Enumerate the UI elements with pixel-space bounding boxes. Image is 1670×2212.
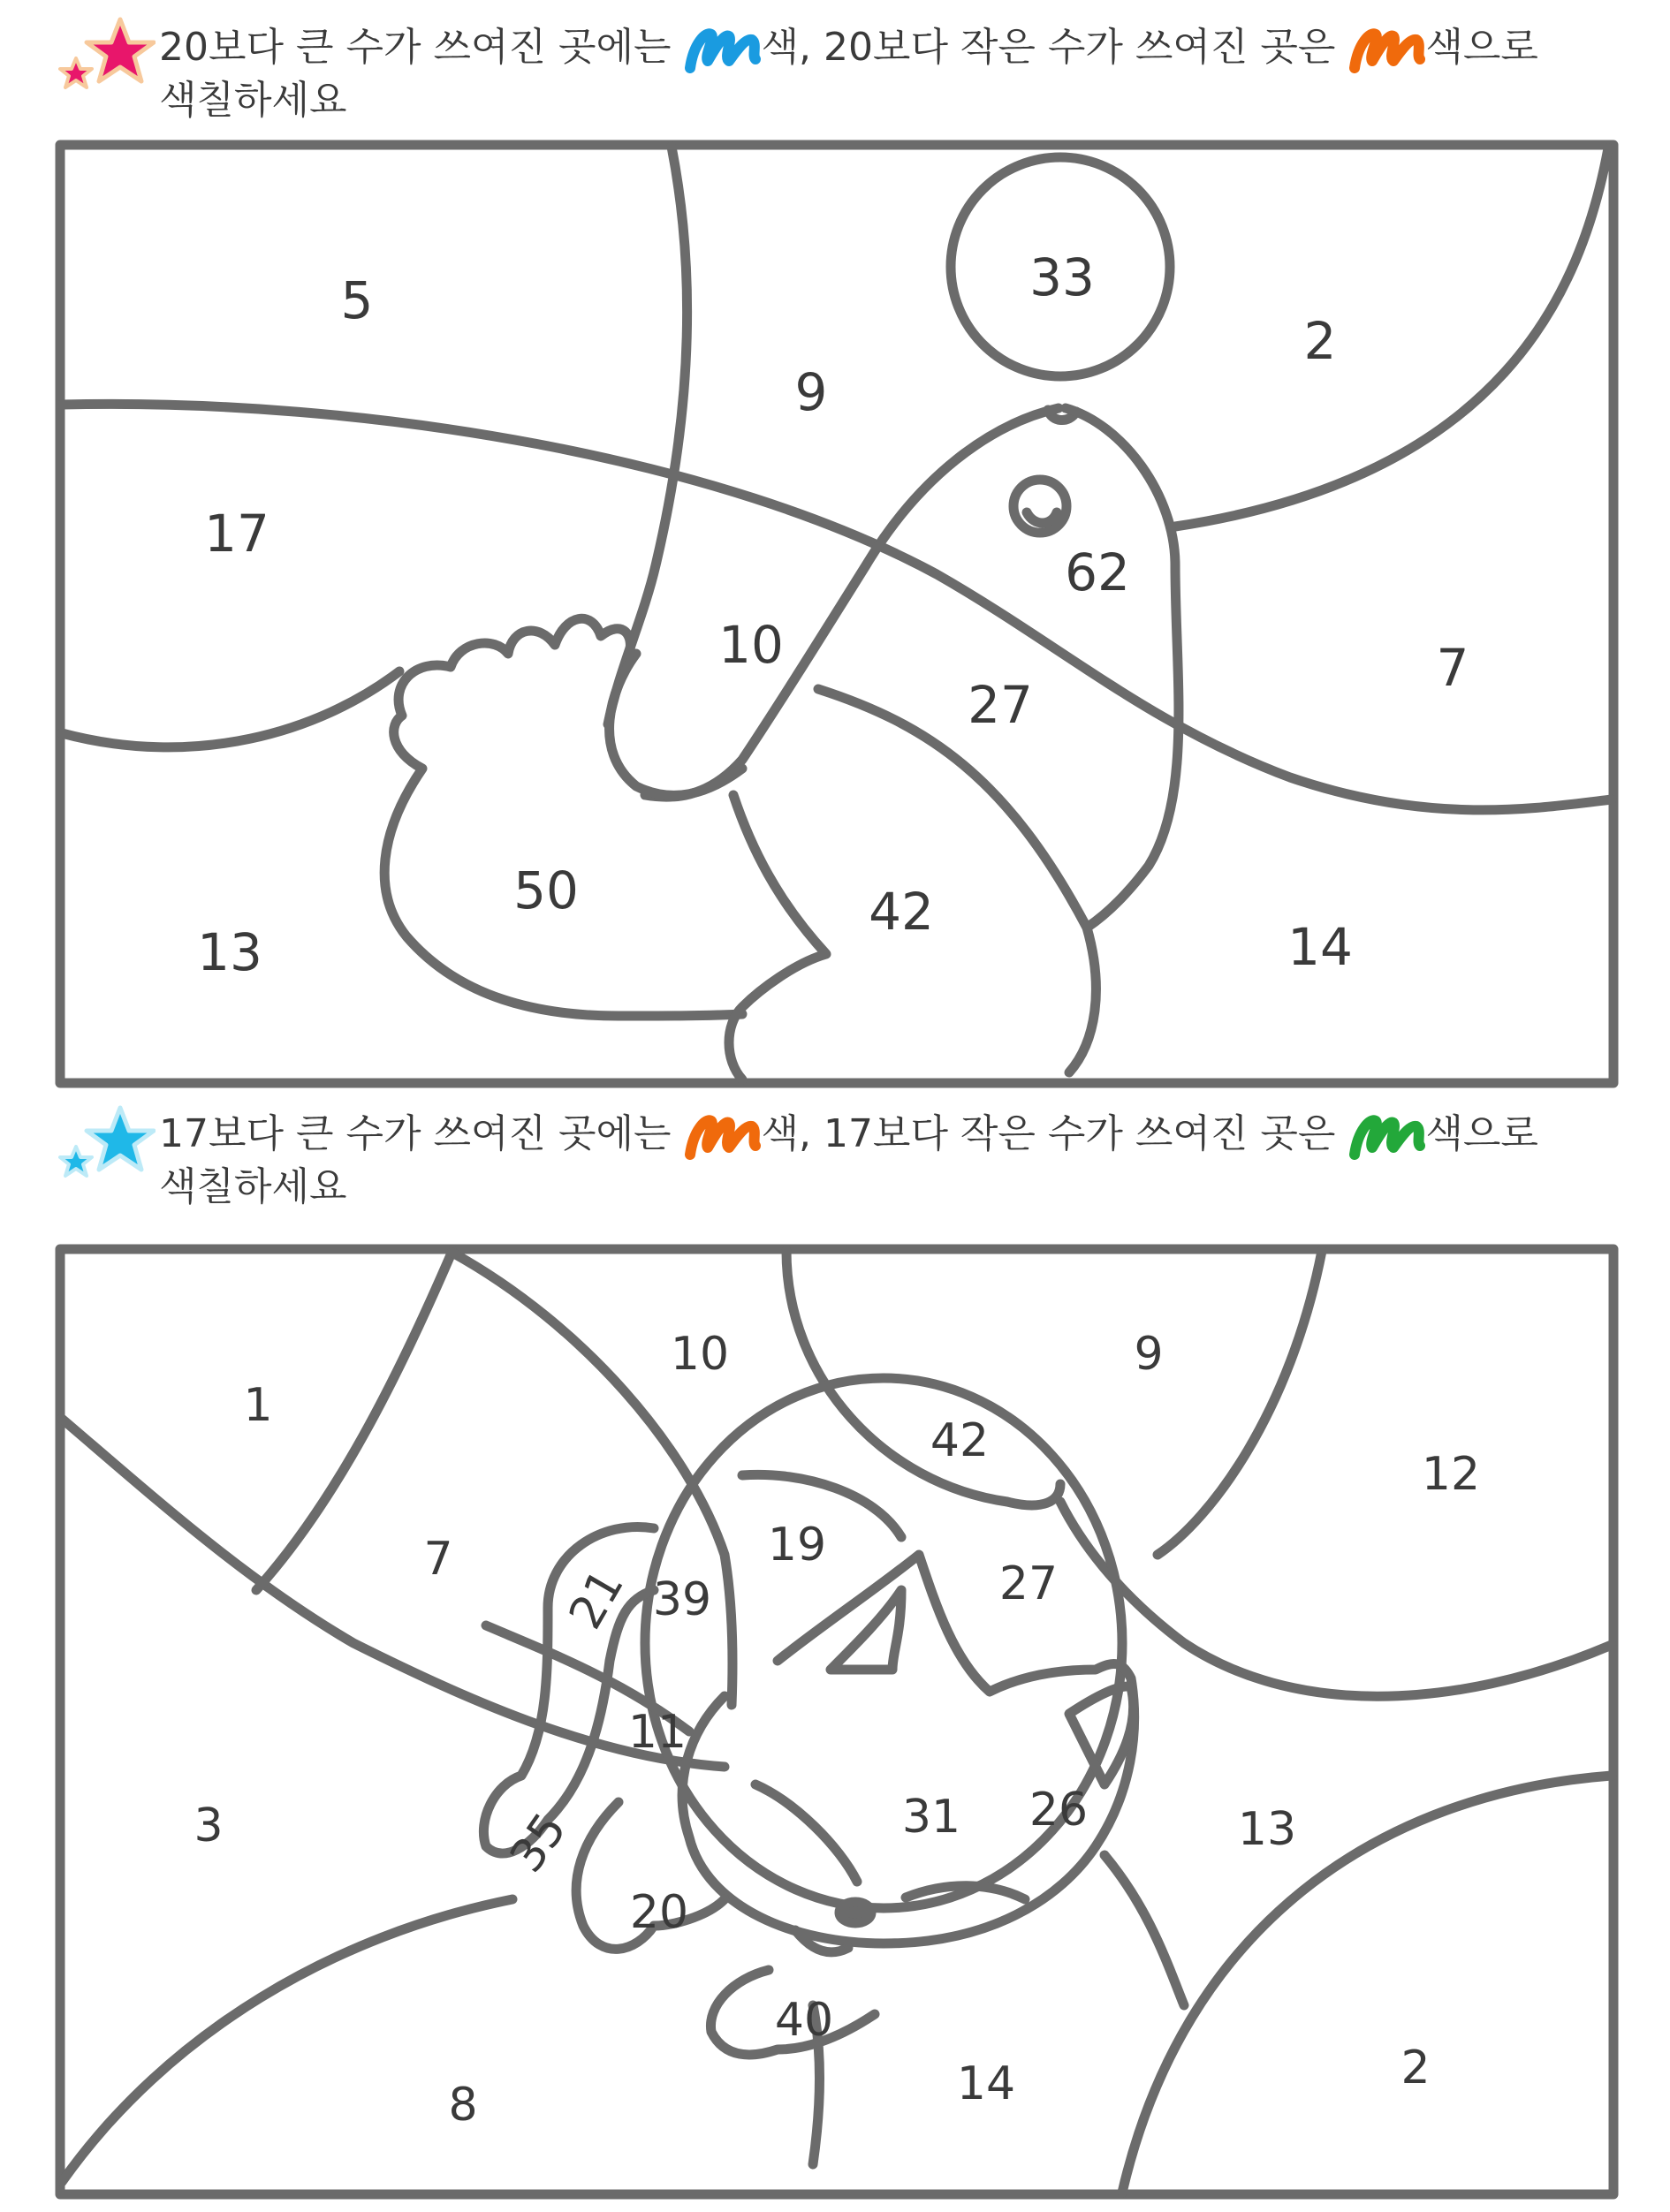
region-number: 9: [1134, 1328, 1164, 1381]
instruction-1-part2: 색, 20보다 작은 수가 쓰여진 곳은: [761, 25, 1348, 70]
region-number: 17: [204, 504, 269, 564]
region-number: 7: [1436, 638, 1469, 699]
region-number: 27: [968, 675, 1033, 736]
region-number: 14: [956, 2057, 1016, 2110]
region-number: 50: [513, 860, 579, 921]
region-number: 10: [718, 615, 784, 676]
instruction-1-line2: 색칠하세요: [159, 78, 347, 123]
region-number: 9: [794, 362, 828, 423]
region-number: 20: [629, 1886, 689, 1939]
region-number: 39: [652, 1573, 712, 1626]
region-number: 31: [901, 1791, 961, 1844]
region-number: 33: [1029, 247, 1095, 308]
region-number: 35: [499, 1803, 578, 1882]
region-number: 12: [1421, 1448, 1481, 1501]
region-number: 42: [930, 1414, 990, 1467]
instruction-1-part1: 20보다 큰 수가 쓰여진 곳에는: [159, 25, 684, 70]
region-number: 21: [558, 1560, 634, 1639]
instruction-2-line2: 색칠하세요: [159, 1164, 347, 1209]
instruction-2-part2: 색, 17보다 작은 수가 쓰여진 곳은: [761, 1111, 1348, 1156]
region-number: 14: [1287, 917, 1353, 978]
instruction-2-part1: 17보다 큰 수가 쓰여진 곳에는: [159, 1111, 684, 1156]
region-number: 62: [1065, 542, 1130, 603]
region-number: 10: [670, 1328, 730, 1381]
region-number: 13: [1237, 1803, 1297, 1856]
region-number: 13: [197, 922, 262, 983]
region-number: 40: [774, 1994, 834, 2047]
puzzle-2-drawing: [60, 1249, 1613, 2194]
region-number: 1: [243, 1379, 273, 1432]
region-number: 2: [1401, 2042, 1431, 2095]
instruction-1-part3: 색으로: [1425, 25, 1538, 70]
region-number: 27: [998, 1557, 1059, 1610]
region-number: 7: [423, 1533, 453, 1586]
region-number: 5: [340, 270, 374, 331]
puzzle-2-numbers: [194, 1328, 1480, 2132]
region-number: 42: [869, 882, 934, 943]
region-number: 3: [194, 1799, 224, 1852]
region-number: 26: [1029, 1784, 1089, 1837]
region-number: 2: [1303, 311, 1337, 372]
region-number: 19: [767, 1519, 827, 1572]
instruction-2-part3: 색으로: [1425, 1111, 1538, 1156]
puzzle-1-drawing: [60, 145, 1613, 1083]
region-number: 8: [448, 2079, 478, 2132]
region-number: 11: [627, 1706, 687, 1759]
